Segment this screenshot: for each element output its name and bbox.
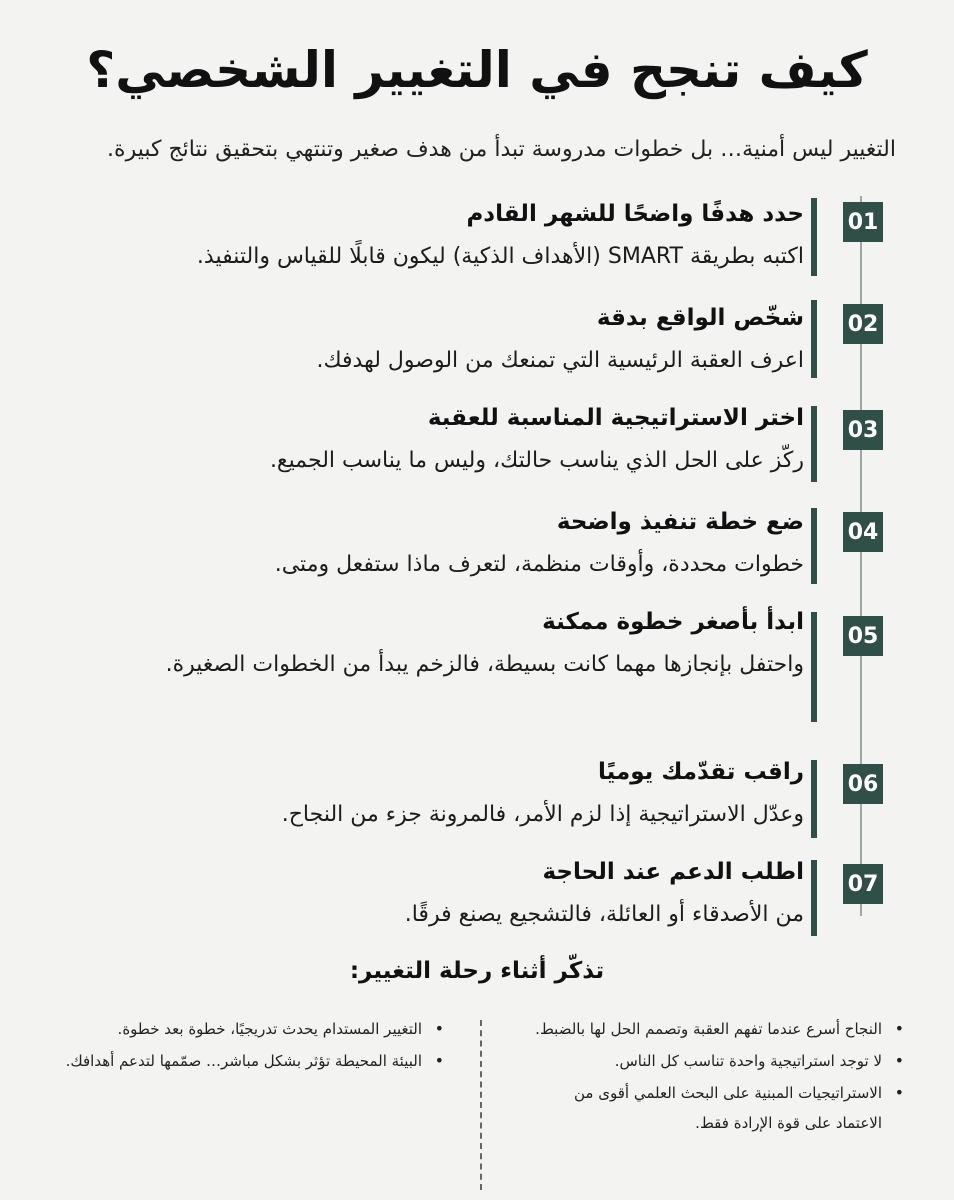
subtitle: التغيير ليس أمنية… بل خطوات مدروسة تبدأ من هدف صغير وتنتهي بتحقيق نتائج كبيرة. xyxy=(107,137,896,162)
step-description: اكتبه بطريقة SMART (الأهداف الذكية) ليكون قابلًا للقياس والتنفيذ. xyxy=(196,244,804,269)
step-title: راقب تقدّمك يوميًا xyxy=(597,759,804,785)
step-description: خطوات محددة، وأوقات منظمة، لتعرف ماذا ستفعل ومتى. xyxy=(274,552,804,577)
step-title: اختر الاستراتيجية المناسبة للعقبة xyxy=(427,405,804,431)
list-item: • الاستراتيجيات المبنية على البحث العلمي أقوى من الاعتماد على قوة الإرادة فقط. xyxy=(532,1078,904,1138)
step-title: ضع خطة تنفيذ واضحة xyxy=(556,509,804,535)
step-accent-bar xyxy=(811,760,817,838)
step-number-badge: 01 xyxy=(843,202,883,242)
page-title: كيف تنجح في التغيير الشخصي؟ xyxy=(86,41,868,99)
step-number-badge: 06 xyxy=(843,764,883,804)
list-item: • البيئة المحيطة تؤثر بشكل مباشر… صمّمها لتدعم أهدافك. xyxy=(54,1046,444,1076)
list-item: • النجاح أسرع عندما تفهم العقبة وتصمم الحل لها بالضبط. xyxy=(532,1014,904,1044)
step-description: واحتفل بإنجازها مهما كانت بسيطة، فالزخم يبدأ من الخطوات الصغيرة. xyxy=(165,652,804,677)
step-accent-bar xyxy=(811,300,817,378)
column-divider xyxy=(480,1020,482,1190)
step-description: ركّز على الحل الذي يناسب حالتك، وليس ما يناسب الجميع. xyxy=(269,448,804,473)
step-number-badge: 03 xyxy=(843,410,883,450)
step-number-badge: 07 xyxy=(843,864,883,904)
step-description: وعدّل الاستراتيجية إذا لزم الأمر، فالمرونة جزء من النجاح. xyxy=(281,802,804,827)
step-title: شخّص الواقع بدقة xyxy=(596,305,804,331)
step-number-badge: 02 xyxy=(843,304,883,344)
step-title: ابدأ بأصغر خطوة ممكنة xyxy=(542,609,804,635)
step-accent-bar xyxy=(811,612,817,722)
step-number-badge: 04 xyxy=(843,512,883,552)
step-title: اطلب الدعم عند الحاجة xyxy=(542,859,804,885)
remember-list-left xyxy=(54,1014,444,1078)
step-accent-bar xyxy=(811,860,817,936)
list-item: • التغيير المستدام يحدث تدريجيًا، خطوة بعد خطوة. xyxy=(54,1014,444,1044)
remember-list-right xyxy=(532,1014,904,1140)
step-title: حدد هدفًا واضحًا للشهر القادم xyxy=(466,201,804,227)
remember-heading: تذكّر أثناء رحلة التغيير: xyxy=(349,958,605,984)
list-item: • لا توجد استراتيجية واحدة تناسب كل الناس. xyxy=(532,1046,904,1076)
step-accent-bar xyxy=(811,508,817,584)
step-accent-bar xyxy=(811,406,817,482)
step-number-badge: 05 xyxy=(843,616,883,656)
step-description: اعرف العقبة الرئيسية التي تمنعك من الوصول لهدفك. xyxy=(316,348,804,373)
step-accent-bar xyxy=(811,198,817,276)
step-description: من الأصدقاء أو العائلة، فالتشجيع يصنع فرقًا. xyxy=(404,902,804,927)
